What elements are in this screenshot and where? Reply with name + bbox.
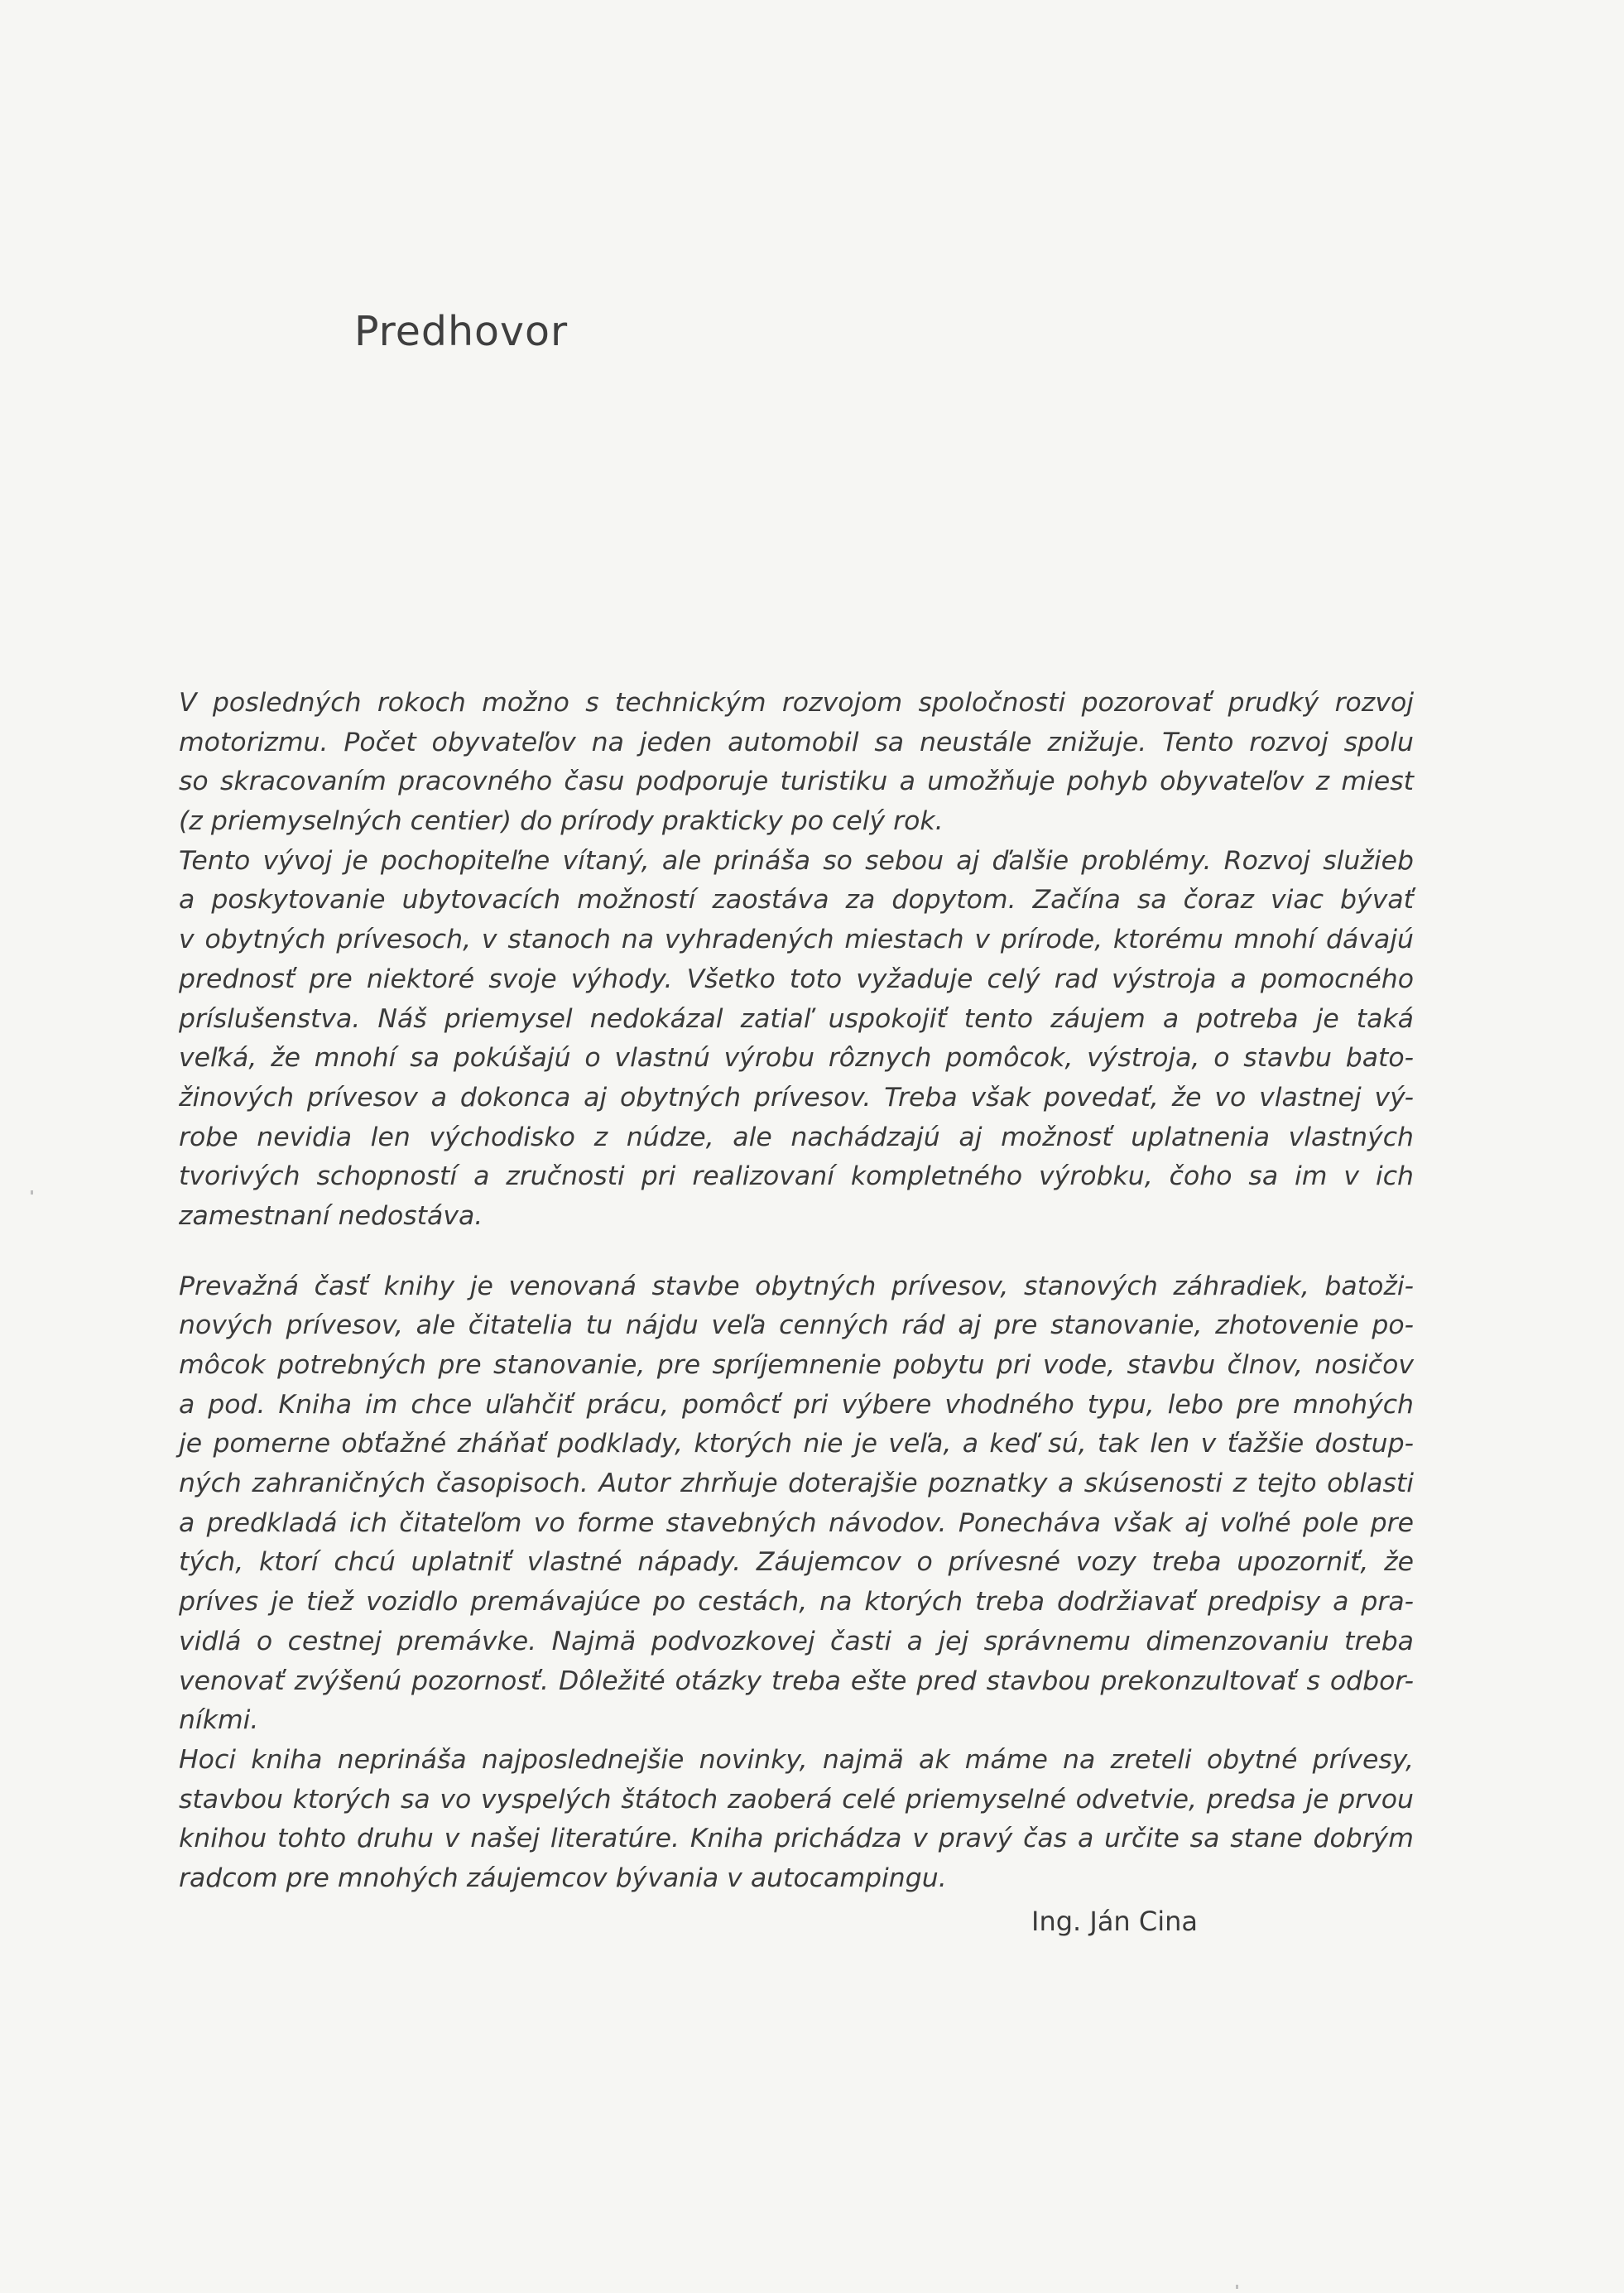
paragraph [179,1267,1414,1899]
text-line: motorizmu. Počet obyvateľov na jeden automobil sa neustále znižuje. Tento rozvoj spolu [179,727,1414,757]
author-signature: Ing. Ján Cina [1031,1906,1198,1937]
text-line: Tento vývoj je pochopiteľne vítaný, ale prináša so sebou aj ďalšie problémy. Rozvoj služieb [179,845,1414,876]
text-line: robe nevidia len východisko z núdze, ale nachádzajú aj možnosť uplatnenia vlastných [179,1122,1414,1152]
page-title: Predhovor [354,308,569,355]
text-line: vidlá o cestnej premávke. Najmä podvozkovej časti a jej správnemu dimenzovaniu treba [179,1626,1414,1656]
text-line: knihou tohto druhu v našej literatúre. Kniha prichádza v pravý čas a určite sa stane dobrým [179,1824,1414,1854]
text-line: je pomerne obťažné zháňať podklady, ktorých nie je veľa, a keď sú, tak len v ťažšie dostup- [179,1429,1414,1459]
foreword-body [179,684,1414,1899]
text-line: tých, ktorí chcú uplatniť vlastné nápady. Záujemcov o prívesné vozy treba upozorniť, že [179,1547,1414,1578]
text-line: v obytných prívesoch, v stanoch na vyhradených miestach v prírode, ktorému mnohí dávajú [179,925,1414,955]
text-line: a pod. Kniha im chce uľahčiť prácu, pomôcť pri výbere vhodného typu, lebo pre mnohých [179,1389,1414,1420]
text-line: príves je tiež vozidlo premávajúce po cestách, na ktorých treba dodržiavať predpisy a pra- [179,1587,1414,1618]
text-line: žinových prívesov a dokonca aj obytných prívesov. Treba však povedať, že vo vlastnej vý- [179,1082,1414,1113]
text-line: môcok potrebných pre stanovanie, pre spríjemnenie pobytu pri vode, stavbu člnov, nosičov [179,1350,1414,1380]
text-line: so skracovaním pracovného času podporuje turistiku a umožňuje pohyb obyvateľov z miest [179,767,1414,797]
scan-speck [1236,2285,1238,2289]
paragraph-gap [179,1237,1414,1267]
text-line: tvorivých schopností a zručnosti pri realizovaní kompletného výrobku, čoho sa im v ich [179,1161,1414,1192]
text-line: a poskytovanie ubytovacích možností zaostáva za dopytom. Začína sa čoraz viac bývať [179,885,1414,916]
text-line: Hoci kniha neprináša najposlednejšie novinky, najmä ak máme na zreteli obytné prívesy, [179,1744,1414,1775]
text-line: (z priemyselných centier) do prírody prakticky po celý rok. [179,806,944,837]
text-line: nových prívesov, ale čitatelia tu nájdu veľa cenných rád aj pre stanovanie, zhotovenie po- [179,1310,1414,1341]
text-line: a predkladá ich čitateľom vo forme stavebných návodov. Ponecháva však aj voľné pole pre [179,1507,1414,1538]
text-line: zamestnaní nedostáva. [179,1200,483,1231]
text-line: radcom pre mnohých záujemcov bývania v autocampingu. [179,1863,947,1893]
text-line: ných zahraničných časopisoch. Autor zhrňuje doterajšie poznatky a skúsenosti z tejto oblasti [179,1469,1414,1499]
text-line: níkmi. [179,1705,259,1736]
text-line: venovať zvýšenú pozornosť. Dôležité otázky treba ešte pred stavbou prekonzultovať s odbor- [179,1666,1414,1696]
text-line: V posledných rokoch možno s technickým rozvojom spoločnosti pozorovať prudký rozvoj [179,688,1414,718]
paragraph [179,684,1414,1237]
text-line: veľká, že mnohí sa pokúšajú o vlastnú výrobu rôznych pomôcok, výstroja, o stavbu bato- [179,1043,1414,1074]
text-line: Prevažná časť knihy je venovaná stavbe obytných prívesov, stanových záhradiek, batoži- [179,1271,1414,1301]
scan-speck [31,1190,33,1195]
text-line: príslušenstva. Náš priemysel nedokázal zatiaľ uspokojiť tento záujem a potreba je taká [179,1003,1414,1034]
text-line: stavbou ktorých sa vo vyspelých štátoch zaoberá celé priemyselné odvetvie, predsa je prvou [179,1784,1414,1815]
text-line: prednosť pre niektoré svoje výhody. Všetko toto vyžaduje celý rad výstroja a pomocného [179,964,1414,994]
